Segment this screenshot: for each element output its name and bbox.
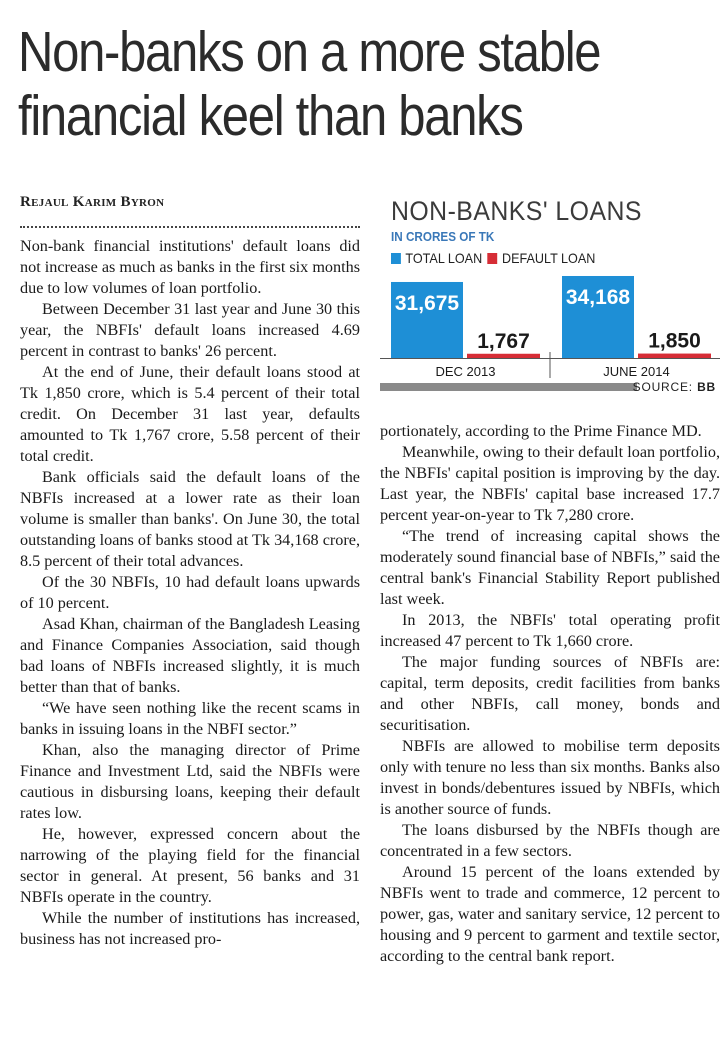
paragraph: portionately, according to the Prime Finance MD. bbox=[380, 422, 702, 440]
paragraph: Non-bank financial institutions' default loans did not increase as much as banks in the first six months due to low volumes of loan portfolio. bbox=[20, 237, 360, 297]
paragraph: Bank officials said the default loans of the NBFIs increased at a lower rate as their loan volume is smaller than banks'. On June 30, the total outstanding loans of banks stood at Tk 34,168 crore, 8.5 percent of their total advances. bbox=[20, 468, 360, 570]
legend-label-total-loan: TOTAL LOAN bbox=[405, 250, 483, 266]
paragraph: Around 15 percent of the loans extended by NBFIs went to trade and commerce, 12 percent to power, gas, water and sanitary service, 12 percent to housing and 9 percent to garment and textile sector, according to the central bank report. bbox=[380, 863, 720, 965]
paragraph: NBFIs are allowed to mobilise term deposits only with tenure no less than six months. Banks also invest in bonds/debentures issued by NBFIs, which is another source of funds. bbox=[380, 737, 720, 818]
bar-default-loan-0 bbox=[467, 354, 540, 358]
bar-default-loan-1 bbox=[638, 354, 711, 358]
paragraph: Khan, also the managing director of Prime Finance and Investment Ltd, said the NBFIs were cautious in disbursing loans, keeping their default rates low. bbox=[20, 741, 360, 822]
right-column bbox=[380, 421, 720, 1057]
paragraph: In 2013, the NBFIs' total operating profit increased 47 percent to Tk 1,660 crore. bbox=[380, 611, 720, 650]
headline bbox=[18, 20, 620, 148]
chart-plot bbox=[380, 192, 720, 404]
paragraph: Of the 30 NBFIs, 10 had default loans upwards of 10 percent. bbox=[20, 573, 360, 612]
axis-bar bbox=[380, 383, 637, 391]
byline: Rejaul Karim Byron bbox=[20, 194, 165, 210]
headline-line-1: Non-banks on a more stable bbox=[18, 20, 601, 84]
source-value: BB bbox=[697, 380, 716, 394]
data-label-total-loan-1: 34,168 bbox=[565, 285, 631, 309]
paragraph: At the end of June, their default loans stood at Tk 1,850 crore, which is 5.4 percent of their total credit. On December 31 last year, defaults amounted to Tk 1,767 crore, 5.58 percent of their total credit. bbox=[20, 363, 360, 465]
data-label-total-loan-0: 31,675 bbox=[394, 291, 460, 315]
paragraph: While the number of institutions has increased, business has not increased pro- bbox=[20, 909, 360, 948]
category-label-0: DEC 2013 bbox=[435, 364, 496, 379]
paragraph: Meanwhile, owing to their default loan portfolio, the NBFIs' capital position is improving by the day. Last year, the NBFIs' capital base increased 17.7 percent year-on-year to Tk 7,280 crore. bbox=[380, 443, 720, 524]
chart-source bbox=[633, 380, 716, 394]
paragraph: The major funding sources of NBFIs are: capital, term deposits, credit facilities from banks and other NBFIs, call money, bonds and securitisation. bbox=[380, 653, 720, 734]
loans-chart bbox=[380, 192, 720, 404]
paragraph: Asad Khan, chairman of the Bangladesh Leasing and Finance Companies Association, said though bad loans of NBFIs increased slightly, it is much better than that of banks. bbox=[20, 615, 360, 696]
data-label-default-loan-0: 1,767 bbox=[477, 329, 530, 353]
source-label: SOURCE: bbox=[632, 380, 693, 394]
paragraph: He, however, expressed concern about the narrowing of the playing field for the financial sector in general. At present, 56 banks and 31 NBFIs operate in the country. bbox=[20, 825, 360, 906]
left-column bbox=[20, 236, 360, 1056]
paragraph: “The trend of increasing capital shows the moderately sound financial base of NBFIs,” said the central bank's Financial Stability Report published last week. bbox=[380, 527, 720, 608]
chart-title: NON-BANKS' LOANS bbox=[391, 196, 642, 226]
paragraph: Between December 31 last year and June 30 this year, the NBFIs' default loans increased 4.69 percent in contrast to banks' 26 percent. bbox=[20, 300, 360, 360]
category-label-1: JUNE 2014 bbox=[603, 364, 670, 379]
chart-subtitle: IN CRORES OF TK bbox=[391, 229, 495, 244]
paragraph: The loans disbursed by the NBFIs though are concentrated in a few sectors. bbox=[380, 821, 720, 860]
data-label-default-loan-1: 1,850 bbox=[648, 329, 701, 353]
paragraph: “We have seen nothing like the recent scams in banks in issuing loans in the NBFI sector.” bbox=[20, 699, 360, 738]
byline-divider bbox=[20, 226, 360, 228]
legend-label-default-loan: DEFAULT LOAN bbox=[501, 250, 596, 266]
headline-line-2: financial keel than banks bbox=[18, 84, 523, 148]
